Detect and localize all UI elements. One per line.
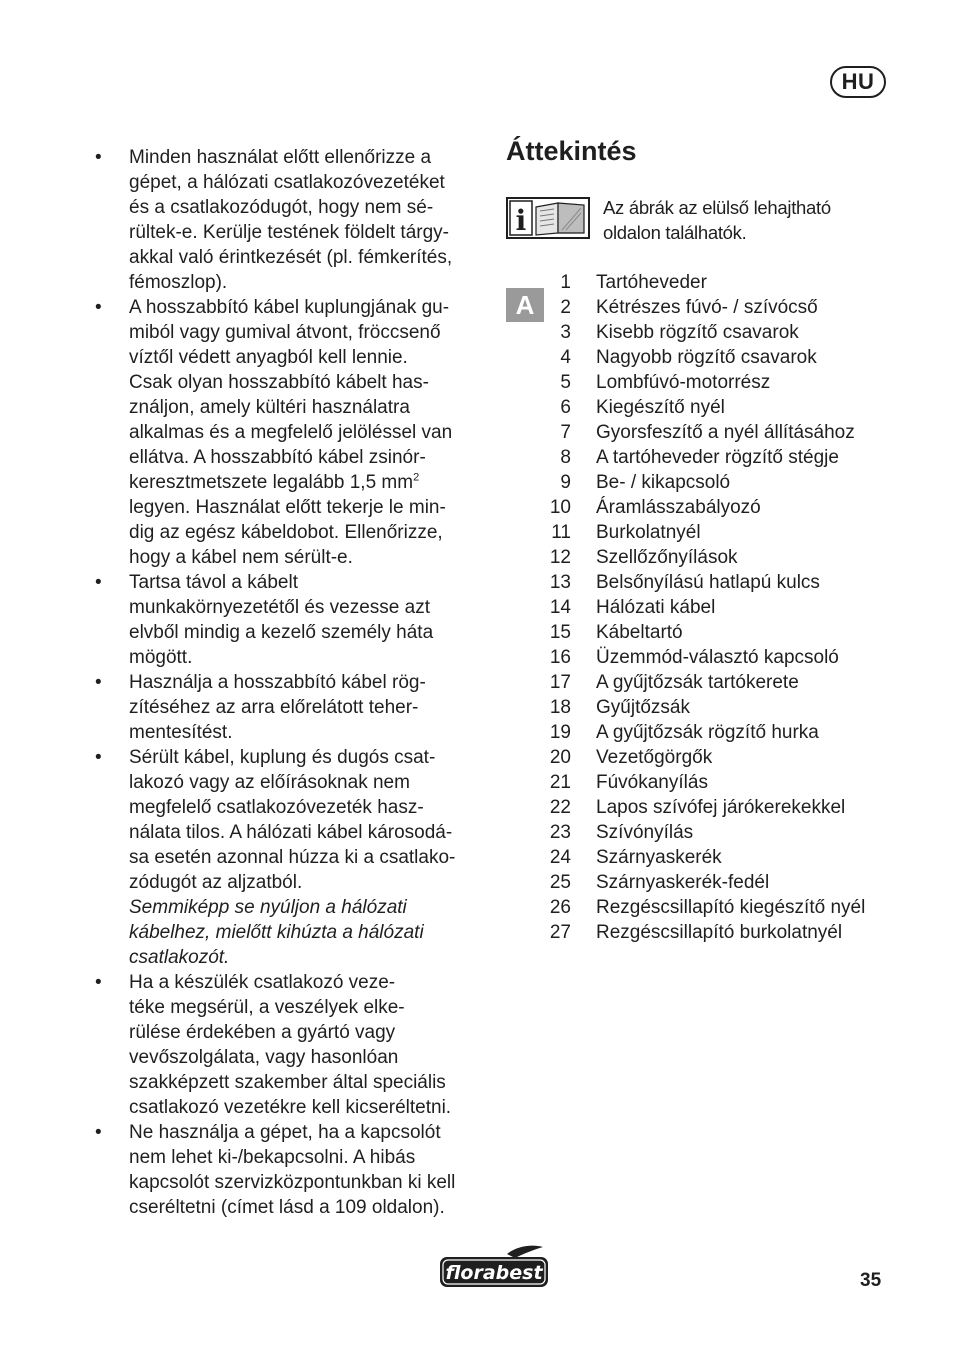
part-name: Szárnyaskerék <box>596 847 722 868</box>
part-item <box>540 870 910 895</box>
part-name: Kisebb rögzítő csavarok <box>596 322 799 343</box>
text-line: gépet, a hálózati csatlakozóvezetéket <box>129 172 445 193</box>
safety-bullet-list <box>92 145 487 1220</box>
part-name: Hálózati kábel <box>596 597 716 618</box>
part-item <box>540 695 910 720</box>
text-line: vevőszolgálata, vagy hasonlóan <box>129 1047 399 1068</box>
part-number: 14 <box>549 597 571 618</box>
bullet-marker: • <box>95 747 102 768</box>
safety-item <box>92 745 487 970</box>
safety-item <box>92 570 487 670</box>
text-line: Ha a készülék csatlakozó veze- <box>129 972 396 993</box>
part-number: 22 <box>549 797 571 818</box>
text-line: csatlakozó vezetékre kell kicseréltetni. <box>129 1097 452 1118</box>
text-line: elvből mindig a kezelő személy háta <box>129 622 434 643</box>
part-number: 26 <box>549 897 571 918</box>
text-line: kapcsolót szervizközpontunkban ki kell <box>129 1172 456 1193</box>
text-line: sa esetén azonnal húzza ki a csatlako- <box>129 847 456 868</box>
text-line: rülése érdekében a gyártó vagy <box>129 1022 396 1043</box>
text-line: Használja a hosszabbító kábel rög- <box>129 672 426 693</box>
text-line: fémoszlop). <box>129 272 228 293</box>
part-item <box>540 520 910 545</box>
part-item <box>540 445 910 470</box>
part-number: 12 <box>549 547 571 568</box>
part-item <box>540 595 910 620</box>
safety-item <box>92 1120 487 1220</box>
part-item <box>540 720 910 745</box>
text-line: A hosszabbító kábel kuplungjának gu- <box>129 297 450 318</box>
text-line-content: keresztmetszete legalább 1,5 mm <box>129 472 414 493</box>
part-item <box>540 670 910 695</box>
safety-instructions <box>92 145 487 1220</box>
safety-item <box>92 295 487 570</box>
part-number: 4 <box>560 347 571 368</box>
text-line: cseréltetni (címet lásd a 109 oldalon). <box>129 1197 445 1218</box>
text-line: akkal való érintkezését (pl. fémkerítés, <box>129 247 453 268</box>
part-item <box>540 795 910 820</box>
part-item <box>540 395 910 420</box>
text-line: munkakörnyezetétől és vezesse azt <box>129 597 430 618</box>
part-name: Belsőnyílású hatlapú kulcs <box>596 572 820 593</box>
text-line: mentesítést. <box>129 722 233 743</box>
part-item <box>540 745 910 770</box>
part-number: 16 <box>549 647 571 668</box>
text-line: Csak olyan hosszabbító kábelt has- <box>129 372 429 393</box>
part-number: 2 <box>560 297 571 318</box>
part-name: Szellőzőnyílások <box>596 547 738 568</box>
part-item <box>540 320 910 345</box>
part-item <box>540 645 910 670</box>
part-name: Be- / kikapcsoló <box>596 472 731 493</box>
part-name: Burkolatnyél <box>596 522 701 543</box>
part-number: 20 <box>549 747 571 768</box>
text-line: és a csatlakozódugót, hogy nem sé- <box>129 197 434 218</box>
part-item <box>540 545 910 570</box>
part-item <box>540 495 910 520</box>
part-name: Szívónyílás <box>596 822 694 843</box>
text-line: ellátva. A hosszabbító kábel zsinór- <box>129 447 426 468</box>
text-line: zítéséhez az arra előrelátott teher- <box>129 697 419 718</box>
part-name: Nagyobb rögzítő csavarok <box>596 347 817 368</box>
part-number: 6 <box>560 397 571 418</box>
info-note <box>603 195 903 245</box>
bullet-marker: • <box>95 572 102 593</box>
part-name: Üzemmód-választó kapcsoló <box>596 647 839 668</box>
text-line: zódugót az aljzatból. <box>129 872 303 893</box>
language-badge: HU <box>830 66 886 98</box>
text-line: nem lehet ki-/bekapcsolni. A hibás <box>129 1147 416 1168</box>
safety-item <box>92 970 487 1120</box>
florabest-logo <box>437 1244 551 1290</box>
bullet-marker: • <box>95 147 102 168</box>
text-line: hogy a kábel nem sérült-e. <box>129 547 353 568</box>
text-line: Semmiképp se nyúljon a hálózati <box>129 897 407 918</box>
part-item <box>540 270 910 295</box>
page-number: 35 <box>860 1270 882 1291</box>
part-name: Lapos szívófej járókerekekkel <box>596 797 846 818</box>
text-line: Minden használat előtt ellenőrizze a <box>129 147 432 168</box>
text-line: mögött. <box>129 647 193 668</box>
part-item <box>540 420 910 445</box>
text-line: alkalmas és a megfelelő jelöléssel van <box>129 422 453 443</box>
part-number: 21 <box>549 772 571 793</box>
part-number: 9 <box>560 472 571 493</box>
bullet-marker: • <box>95 1122 102 1143</box>
part-number: 8 <box>560 447 571 468</box>
safety-item <box>92 145 487 295</box>
part-name: Fúvókanyílás <box>596 772 708 793</box>
part-item <box>540 470 910 495</box>
part-name: A gyűjtőzsák rögzítő hurka <box>596 722 819 743</box>
text-line: Ne használja a gépet, ha a kapcsolót <box>129 1122 441 1143</box>
safety-item <box>92 670 487 745</box>
part-item <box>540 895 910 920</box>
part-name: Vezetőgörgők <box>596 747 713 768</box>
part-number: 5 <box>560 372 571 393</box>
part-number: 3 <box>560 322 571 343</box>
part-item <box>540 920 910 945</box>
part-name: Gyűjtőzsák <box>596 697 690 718</box>
text-line: nálata tilos. A hálózati kábel károsodá- <box>129 822 453 843</box>
text-line: téke megsérül, a veszélyek elke- <box>129 997 405 1018</box>
text-line: megfelelő csatlakozóvezeték hasz- <box>129 797 424 818</box>
text-line: csatlakozót. <box>129 947 230 968</box>
part-number: 24 <box>549 847 571 868</box>
text-line: miból vagy gumival átvont, fröccsenő <box>129 322 441 343</box>
info-book-icon <box>506 197 590 239</box>
part-name: Kábeltartó <box>596 622 683 643</box>
bullet-marker: • <box>95 672 102 693</box>
part-number: 13 <box>549 572 571 593</box>
text-line: rültek-e. Kerülje testének földelt tárgy- <box>129 222 449 243</box>
parts-list <box>540 270 910 945</box>
part-number: 25 <box>549 872 571 893</box>
part-number: 27 <box>549 922 571 943</box>
part-number: 15 <box>549 622 571 643</box>
part-name: A gyűjtőzsák tartókerete <box>596 672 799 693</box>
text-line: Sérült kábel, kuplung és dugós csat- <box>129 747 436 768</box>
part-name: Lombfúvó-motorrész <box>596 372 771 393</box>
part-number: 1 <box>560 272 571 293</box>
text-line <box>129 470 487 495</box>
part-item <box>540 620 910 645</box>
text-line: dig az egész kábeldobot. Ellenőrizze, <box>129 522 443 543</box>
part-number: 23 <box>549 822 571 843</box>
part-name: Rezgéscsillapító burkolatnyél <box>596 922 843 943</box>
part-number: 18 <box>549 697 571 718</box>
logo-text: florabest <box>445 1262 543 1284</box>
text-line: szakképzett szakember által speciális <box>129 1072 446 1093</box>
part-item <box>540 570 910 595</box>
text-line: lakozó vagy az előírásoknak nem <box>129 772 410 793</box>
bullet-marker: • <box>95 297 102 318</box>
part-number: 19 <box>549 722 571 743</box>
part-number: 17 <box>549 672 571 693</box>
part-name: Kiegészítő nyél <box>596 397 725 418</box>
part-name: Szárnyaskerék-fedél <box>596 872 770 893</box>
part-name: Gyorsfeszítő a nyél állításához <box>596 422 855 443</box>
text-line: Tartsa távol a kábelt <box>129 572 298 593</box>
part-number: 10 <box>549 497 571 518</box>
figure-label-badge: A <box>506 288 544 322</box>
part-name: Tartóheveder <box>596 272 707 293</box>
part-item <box>540 345 910 370</box>
part-name: Rezgéscsillapító kiegészítő nyél <box>596 897 866 918</box>
text-line: kábelhez, mielőtt kihúzta a hálózati <box>129 922 424 943</box>
bullet-marker: • <box>95 972 102 993</box>
text-line: legyen. Használat előtt tekerje le min- <box>129 497 446 518</box>
part-name: Áramlásszabályozó <box>596 497 761 518</box>
info-note-line: oldalon találhatók. <box>603 222 747 243</box>
part-item <box>540 820 910 845</box>
part-number: 11 <box>551 522 571 543</box>
part-item <box>540 370 910 395</box>
part-item <box>540 295 910 320</box>
part-name: A tartóheveder rögzítő stégje <box>596 447 839 468</box>
info-note-line: Az ábrák az elülső lehajtható <box>603 197 831 218</box>
overview-heading: Áttekintés <box>506 136 637 166</box>
superscript: 2 <box>413 471 420 484</box>
part-name: Kétrészes fúvó- / szívócső <box>596 297 818 318</box>
part-item <box>540 845 910 870</box>
part-item <box>540 770 910 795</box>
text-line: víztől védett anyagból kell lennie. <box>129 347 408 368</box>
svg-text:i: i <box>515 204 527 237</box>
part-number: 7 <box>560 422 571 443</box>
text-line: ználjon, amely kültéri használatra <box>129 397 410 418</box>
